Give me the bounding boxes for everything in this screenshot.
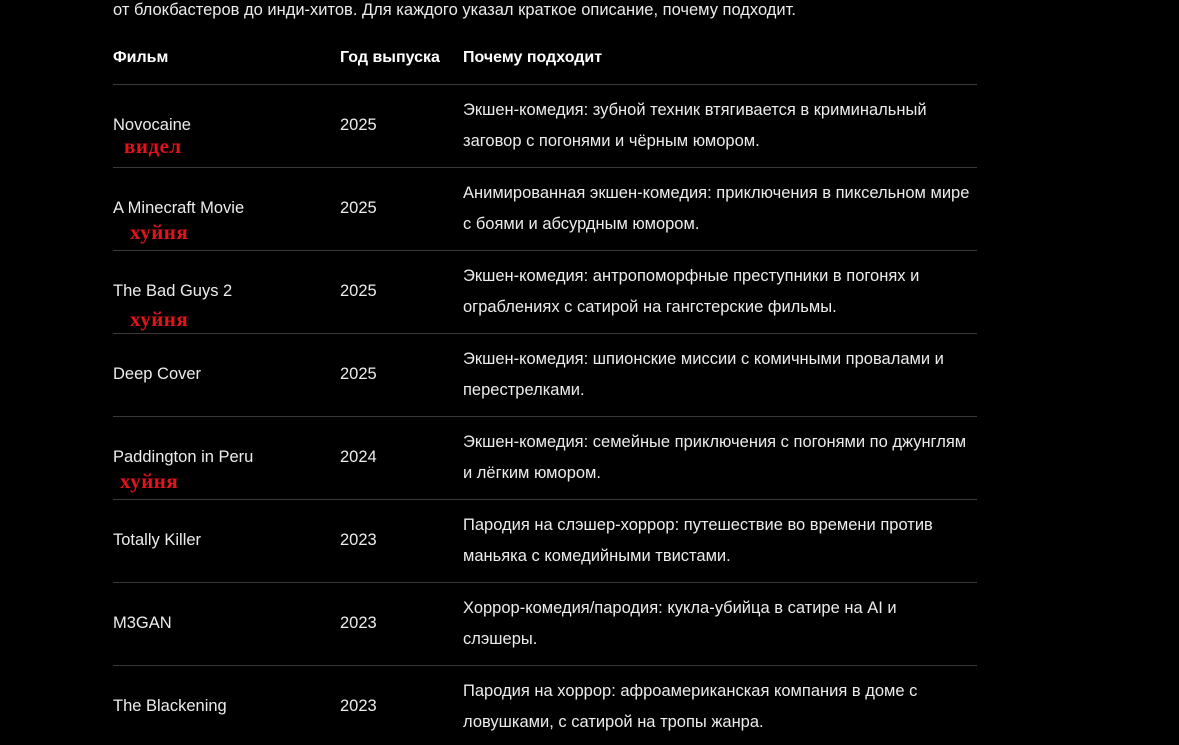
film-cell bbox=[113, 84, 340, 167]
year-cell: 2023 bbox=[340, 697, 377, 716]
year-cell: 2023 bbox=[340, 582, 463, 665]
year-cell: 2025 bbox=[340, 167, 463, 250]
handwritten-annotation: хуйня bbox=[130, 306, 189, 331]
table-row bbox=[113, 499, 977, 582]
table-row bbox=[113, 250, 977, 333]
why-cell: Экшен-комедия: антропоморфные преступники в погонях и ограблениях с сатирой на гангстерские фильмы. bbox=[463, 250, 977, 333]
why-cell: Экшен-комедия: шпионские миссии с комичными провалами и перестрелками. bbox=[463, 333, 977, 416]
header-film: Фильм bbox=[113, 42, 340, 84]
film-title: Totally Killer bbox=[113, 531, 202, 549]
table-row bbox=[113, 665, 977, 745]
film-title: Novocaine bbox=[113, 116, 191, 134]
why-cell: Хоррор-комедия/пародия: кукла-убийца в сатире на AI и слэшеры. bbox=[463, 582, 977, 665]
film-cell bbox=[113, 499, 340, 582]
film-title: Paddington in Peru bbox=[113, 448, 254, 466]
why-cell: Пародия на слэшер-хоррор: путешествие во времени против маньяка с комедийными твистами. bbox=[463, 499, 977, 582]
year-cell: 2024 bbox=[340, 416, 463, 499]
header-year: Год выпуска bbox=[340, 42, 463, 84]
why-cell: Пародия на хоррор: афроамериканская компания в доме с ловушками, с сатирой на тропы жанра. bbox=[463, 681, 918, 731]
handwritten-annotation: хуйня bbox=[130, 219, 189, 244]
intro-text: от блокбастеров до инди-хитов. Для каждого указал краткое описание, почему подходит. bbox=[113, 1, 796, 19]
film-title: A Minecraft Movie bbox=[113, 199, 245, 217]
year-cell: 2025 bbox=[340, 250, 463, 333]
film-cell bbox=[113, 416, 340, 499]
movies-table-container bbox=[113, 42, 977, 745]
year-cell: 2025 bbox=[340, 333, 463, 416]
header-why: Почему подходит bbox=[463, 42, 977, 84]
table-row bbox=[113, 582, 977, 665]
film-cell bbox=[113, 167, 340, 250]
table-row bbox=[113, 416, 977, 499]
table-header-row bbox=[113, 42, 977, 84]
film-cell bbox=[113, 665, 340, 745]
movies-table bbox=[113, 42, 977, 745]
why-cell: Экшен-комедия: зубной техник втягивается в криминальный заговор с погонями и чёрным юмором. bbox=[463, 84, 977, 167]
why-cell: Экшен-комедия: семейные приключения с погонями по джунглям и лёгким юмором. bbox=[463, 416, 977, 499]
handwritten-annotation: хуйня bbox=[120, 468, 179, 493]
year-cell: 2023 bbox=[340, 499, 463, 582]
film-title: The Bad Guys 2 bbox=[113, 282, 233, 300]
table-row bbox=[113, 167, 977, 250]
film-cell bbox=[113, 333, 340, 416]
handwritten-annotation: видел bbox=[124, 133, 182, 158]
table-row bbox=[113, 333, 977, 416]
table-row bbox=[113, 84, 977, 167]
film-title: The Blackening bbox=[113, 697, 227, 716]
film-cell bbox=[113, 582, 340, 665]
film-cell bbox=[113, 250, 340, 333]
why-cell: Анимированная экшен-комедия: приключения в пиксельном мире с боями и абсурдным юмором. bbox=[463, 167, 977, 250]
film-title: M3GAN bbox=[113, 614, 172, 632]
year-cell: 2025 bbox=[340, 84, 463, 167]
film-title: Deep Cover bbox=[113, 365, 202, 383]
